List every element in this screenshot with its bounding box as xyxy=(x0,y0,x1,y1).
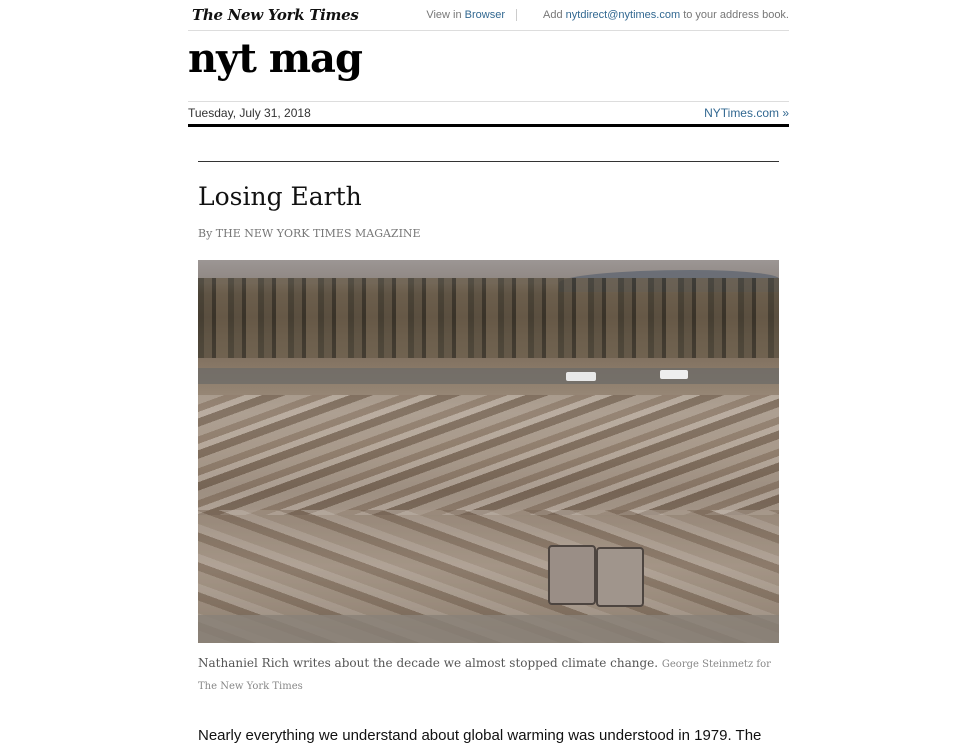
email-header xyxy=(188,0,789,127)
address-book-note xyxy=(543,9,789,21)
nyt-mag-logo[interactable]: nyt mag xyxy=(188,35,362,82)
photo-vehicle xyxy=(566,372,596,381)
article-divider xyxy=(198,161,779,162)
photo-sidewalk xyxy=(198,615,779,643)
top-links xyxy=(426,9,789,21)
view-in-browser xyxy=(426,9,517,21)
article-body-text: Nearly everything we understand about global warming was understood in 1979. The xyxy=(198,727,762,744)
top-bar xyxy=(188,0,789,31)
issue-date: Tuesday, July 31, 2018 xyxy=(188,106,311,120)
view-in-label: View in xyxy=(426,9,462,21)
browser-link[interactable]: Browser xyxy=(464,9,506,21)
date-bar xyxy=(188,102,789,127)
photo-burned-car xyxy=(596,547,644,607)
masthead xyxy=(188,31,789,102)
photo-road xyxy=(198,368,779,384)
photo-caption xyxy=(198,653,779,697)
photo-credit: George Steinmetz for The New York Times xyxy=(198,659,771,692)
nytimes-link[interactable]: NYTimes.com » xyxy=(704,106,789,120)
article xyxy=(198,161,779,744)
photo-burned-trees xyxy=(198,278,779,358)
article-byline: By THE NEW YORK TIMES MAGAZINE xyxy=(198,227,421,240)
caption-text: Nathaniel Rich writes about the decade we almost stopped climate change. xyxy=(198,656,659,670)
article-photo[interactable] xyxy=(198,260,779,643)
nyt-logo[interactable]: The New York Times xyxy=(192,6,359,24)
add-label: Add xyxy=(543,9,563,21)
email-link[interactable]: nytdirect@nytimes.com xyxy=(565,9,681,21)
article-headline[interactable]: Losing Earth xyxy=(198,182,362,211)
photo-burned-car xyxy=(548,545,596,605)
photo-vehicle xyxy=(660,370,688,379)
photo-debris xyxy=(198,395,779,515)
address-book-suffix: to your address book. xyxy=(683,9,789,21)
